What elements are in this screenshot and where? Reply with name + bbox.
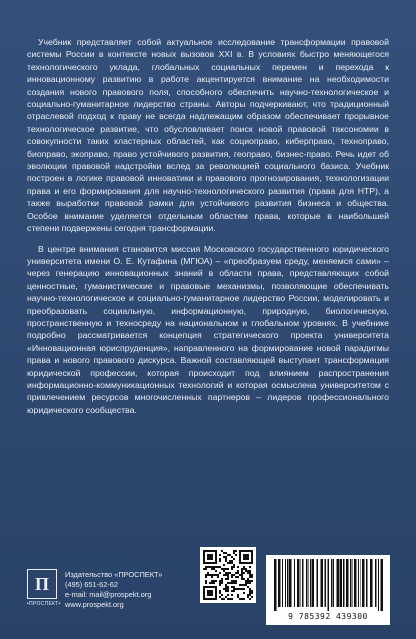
publisher-info xyxy=(65,570,162,610)
qr-code xyxy=(200,547,256,603)
paragraph-2: В центре внимания становится миссия Московского государственного юридического университета имени О. Е. Кутафина (МГЮА) – «преобразуем среду, меняемся сами» – через генерацию инновационных знаний в области права, представляющих собой ценностные, гуманистические и правовые механизмы, позволяющие обеспечивать научно-технологическое и социально-гуманитарное лидерство России, моделировать и преобразовать социальную, информационную, природную, биологическую, пространственную и техносреду на национальном и глобальном уровнях. В учебнике подробно рассматривается концепция стратегического проекта университета «Инновационная юриспруденция», направленного на формирование новой парадигмы права и нового правового дискурса. Важной составляющей выступает трансформация юридической профессии, которая происходит под влиянием распространения информационно-коммуникационных технологий и которая осмыслена университетом с привлечением ресурсов многочисленных партнеров – лидеров профессионального юридического сообщества. xyxy=(27,243,389,415)
qr-code-graphic xyxy=(203,550,253,600)
annotation-text xyxy=(27,36,389,416)
paragraph-1: Учебник представляет собой актуальное исследование трансформации правовой системы России в контексте новых вызовов XXI в. В условиях быстро меняющегося технологического уклада, глобальных социальных перемен и перехода к инновационному развитию в работе акцентируется внимание на необходимости создания нового правового поля, способного обеспечить научно-технологическое и социально-гуманитарное лидерство страны. Авторы подчеркивают, что традиционный отраслевой подход к праву не всегда надлежащим образом обеспечивает прорывное технологическое развитие, что обусловливает поиск новой правовой таксономии в совокупности таких кластерных областей, как социоправо, киберправо, техноправо, биоправо, экоправо, право устойчивого развития, геоправо, бизнес-право. Речь идет об эволюции правовой надстройки вслед за революцией социального базиса. Учебник построен в логике правовой инноватики и правового прогнозирования, технологизации права и его формирования для научно-технологического развития (права для НТР), а также выработки правовой рамки для устойчивого развития бизнеса и общества. Особое внимание уделяется отдельным областям права, которые в наибольшей степени подвержены сегодня трансформации. xyxy=(27,37,389,234)
logo-mark: П xyxy=(27,569,57,599)
logo-name: •ПРОСПЕКТ• xyxy=(27,601,61,607)
publisher-name: Издательство «ПРОСПЕКТ» xyxy=(65,570,163,579)
publisher-email: e-mail: mail@prospekt.org xyxy=(65,590,152,599)
publisher-website: www.prospekt.org xyxy=(65,600,124,609)
isbn-barcode xyxy=(266,555,390,625)
publisher-phone: (495) 651-62-62 xyxy=(65,580,119,589)
publisher-logo xyxy=(27,569,59,609)
isbn-number: 9 785392 439300 xyxy=(288,612,368,621)
barcode-graphic xyxy=(272,559,384,611)
